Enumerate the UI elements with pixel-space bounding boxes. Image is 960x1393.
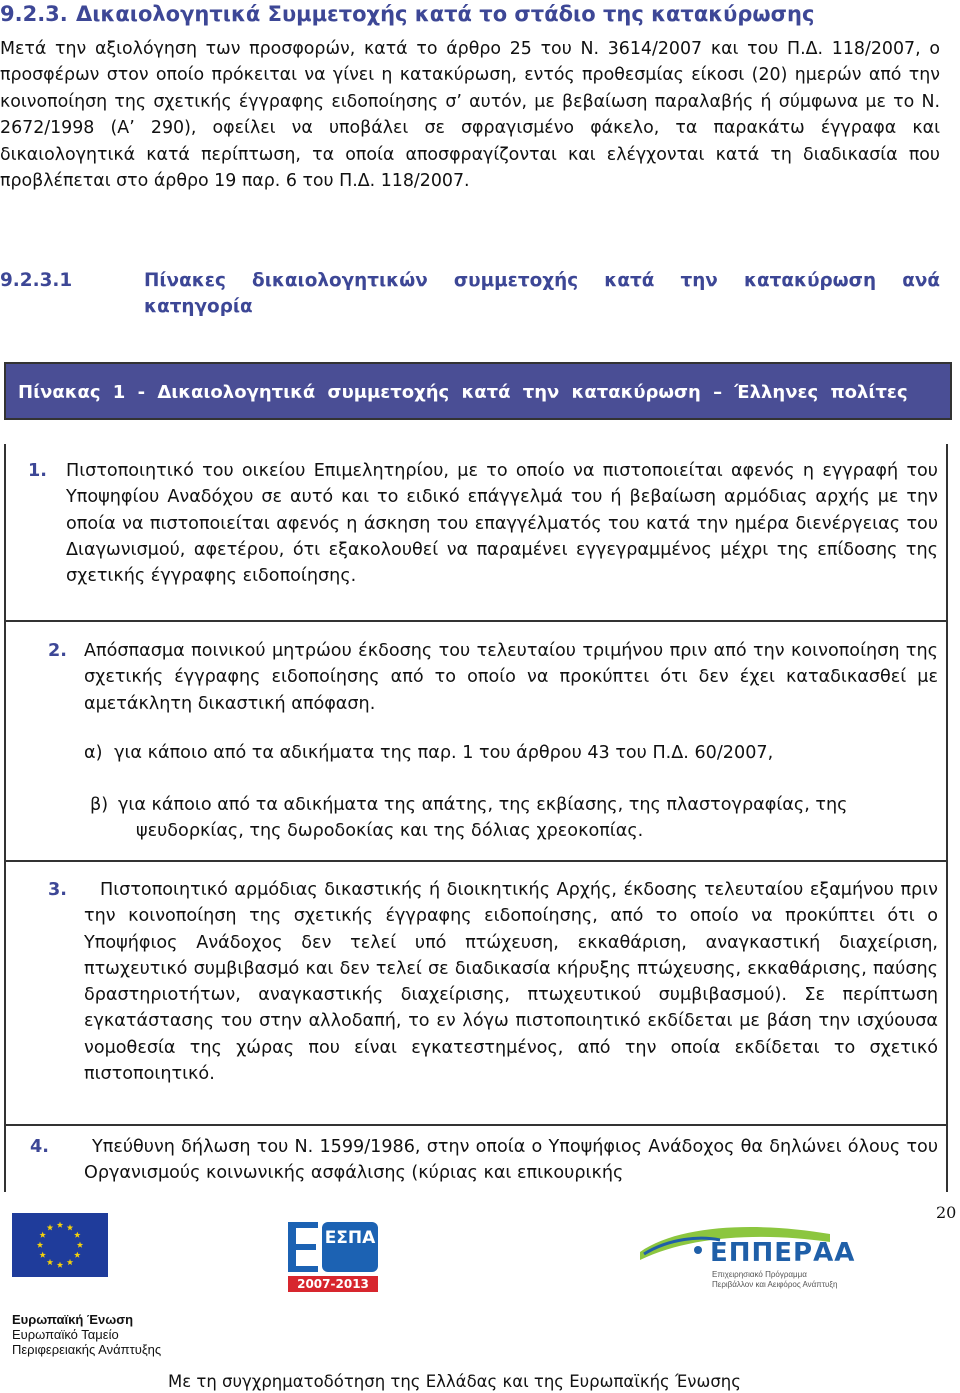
- espa-logo-text: ΕΣΠΑ: [324, 1228, 376, 1248]
- eu-star-icon: [47, 1259, 53, 1265]
- item-number: 3.: [48, 880, 67, 900]
- sub-item-text: για κάποιο από τα αδικήματα της απάτης, της εκβίασης, της πλαστογραφίας, της ψευδορκίας, της δωροδοκίας και της δόλιας χρεοκοπίας.: [118, 795, 848, 842]
- epperaa-logo-sub-line: Επιχειρησιακό Πρόγραμμα: [712, 1270, 807, 1279]
- section-title-text: Δικαιολογητικά Συμμετοχής κατά το στάδιο της κατακύρωσης: [76, 2, 815, 26]
- eu-star-icon: [39, 1232, 45, 1238]
- subsection-heading: [0, 268, 940, 320]
- eu-star-icon: [77, 1242, 83, 1248]
- sub-item-label: α): [84, 743, 103, 763]
- table-row-divider: [4, 860, 948, 862]
- table-row-divider: [4, 620, 948, 622]
- table-row: [48, 877, 938, 1087]
- epperaa-logo-sub-line: Περιβάλλον και Αειφόρος Ανάπτυξη: [712, 1280, 838, 1289]
- sub-item-text: για κάποιο από τα αδικήματα της παρ. 1 του άρθρου 43 του Π.Δ. 60/2007,: [114, 743, 774, 763]
- table-row: [28, 458, 938, 589]
- page-number: 20: [936, 1203, 957, 1222]
- eu-star-icon: [67, 1259, 73, 1265]
- espa-logo: [280, 1214, 384, 1294]
- eu-star-icon: [57, 1262, 63, 1268]
- table-border-right: [946, 860, 948, 1124]
- table-row: [30, 1134, 938, 1187]
- section-number: 9.2.3.: [0, 2, 68, 26]
- eu-star-icon: [37, 1242, 43, 1248]
- eu-caption: [12, 1312, 161, 1357]
- eu-star-icon: [74, 1232, 80, 1238]
- table-row-divider: [4, 1124, 948, 1126]
- sub-item: [90, 792, 936, 845]
- table-border-left: [4, 444, 6, 621]
- item-number: 2.: [48, 641, 67, 661]
- item-text: Πιστοποιητικό του οικείου Επιμελητηρίου, με το οποίο να πιστοποιείται αφενός η εγγραφή του Υποψηφίου Αναδόχου σε αυτό και το ειδικό επάγγελμά του ή βεβαίωση αρμόδιας αρχής με την οποία να πιστοποιείται αφενός η άσκηση του επαγγέλματός του κατά την ημέρα διενέργειας του Διαγωνισμού, αφετέρου, ότι εξακολουθεί να παραμένει εγγεγραμμένος μέχρι της επίδοσης της σχετικής έγγραφης ειδοποίησης.: [66, 461, 938, 587]
- eu-caption-line: Περιφερειακής Ανάπτυξης: [12, 1342, 162, 1357]
- subsection-number: 9.2.3.1: [0, 270, 73, 291]
- table-border-right: [946, 444, 948, 621]
- table-border-left: [4, 620, 6, 860]
- table-border-left: [4, 860, 6, 1124]
- eu-star-icon: [47, 1224, 53, 1230]
- table-header: Πίνακας 1 - Δικαιολογητικά συμμετοχής κατά την κατακύρωση – Έλληνες πολίτες: [6, 364, 950, 418]
- item-number: 4.: [30, 1137, 49, 1157]
- table-border-right: [946, 1124, 948, 1192]
- eu-caption-line: Ευρωπαϊκή Ένωση: [12, 1312, 134, 1327]
- eu-star-icon: [74, 1252, 80, 1258]
- footer-text: Με τη συγχρηματοδότηση της Ελλάδας και της Ευρωπαϊκής Ένωσης: [168, 1372, 741, 1391]
- sub-item-label: β): [90, 795, 109, 815]
- table-header-box: [4, 362, 952, 420]
- eu-star-icon: [57, 1222, 63, 1228]
- item-number: 1.: [28, 461, 47, 481]
- eu-star-icon: [39, 1252, 45, 1258]
- espa-logo-years: 2007-2013: [297, 1277, 369, 1291]
- section-title: [0, 2, 814, 26]
- epperaa-logo-sub: [712, 1270, 837, 1290]
- sub-item: [84, 740, 934, 766]
- table-row: [48, 638, 938, 717]
- eu-star-icon: [67, 1224, 73, 1230]
- item-text: Υπεύθυνη δήλωση του Ν. 1599/1986, στην οποία ο Υποψήφιος Ανάδοχος θα δηλώνει όλους του Οργανισμούς κοινωνικής ασφάλισης (κύριας και επικουρικής: [84, 1137, 938, 1184]
- subsection-title: Πίνακες δικαιολογητικών συμμετοχής κατά την κατακύρωση ανά κατηγορία: [144, 270, 940, 317]
- table-border-right: [946, 620, 948, 860]
- epperaa-logo: [640, 1214, 940, 1294]
- item-text: Πιστοποιητικό αρμόδιας δικαστικής ή διοικητικής Αρχής, έκδοσης τελευταίου εξαμήνου πριν την κοινοποίηση της σχετικής έγγραφης ειδοποίησης, από το οποίο να προκύπτει ότι ο Υποψήφιος Ανάδοχος δεν τελεί υπό πτώχευση, εκκαθάριση, αναγκαστική διαχείριση, πτωχευτικό συμβιβασμό και δεν τελεί σε διαδικασία κήρυξης πτώχευσης, εκκαθάρισης, παύσης δραστηριοτήτων, αναγκαστικής διαχείρισης, πτωχευτικού συμβιβασμού). Σε περίπτωση εγκατάστασης του στην αλλοδαπή, το εν λόγω πιστοποιητικό εκδίδεται με βάση την ισχύουσα νομοθεσία της χώρας που είναι εγκατεστημένος, από την οποία εκδίδεται το σχετικό πιστοποιητικό.: [84, 880, 938, 1085]
- item-text: Απόσπασμα ποινικού μητρώου έκδοσης του τελευταίου τριμήνου πριν από την κοινοποίηση της σχετικής έγγραφης ειδοποίησης από το οποίο να προκύπτει ότι δεν έχει καταδικασθεί με αμετάκλητη δικαστική απόφαση.: [84, 641, 938, 714]
- table-border-left: [4, 1124, 6, 1192]
- eu-caption-line: Ευρωπαϊκό Ταμείο: [12, 1327, 119, 1342]
- epperaa-logo-text: ΕΠΠΕΡΑΑ: [710, 1238, 856, 1268]
- intro-paragraph: Μετά την αξιολόγηση των προσφορών, κατά το άρθρο 25 του Ν. 3614/2007 και του Π.Δ. 118/2007, ο προσφέρων στον οποίο πρόκειται να γίνει η κατακύρωση, εντός προθεσμίας είκοσι (20) ημερών από την κοινοποίηση της σχετικής έγγραφης ειδοποίησης σ’ αυτόν, με βεβαίωση παραλαβής ή σύμφωνα με το Ν. 2672/1998 (Α’ 290), οφείλει να υποβάλει σε σφραγισμένο φάκελο, τα παρακάτω έγγραφα και δικαιολογητικά κατά περίπτωση, τα οποία αποσφραγίζονται και ελέγχονται κατά τη διαδικασία που προβλέπεται στο άρθρο 19 παρ. 6 του Π.Δ. 118/2007.: [0, 39, 940, 192]
- eu-flag-logo: [12, 1213, 108, 1277]
